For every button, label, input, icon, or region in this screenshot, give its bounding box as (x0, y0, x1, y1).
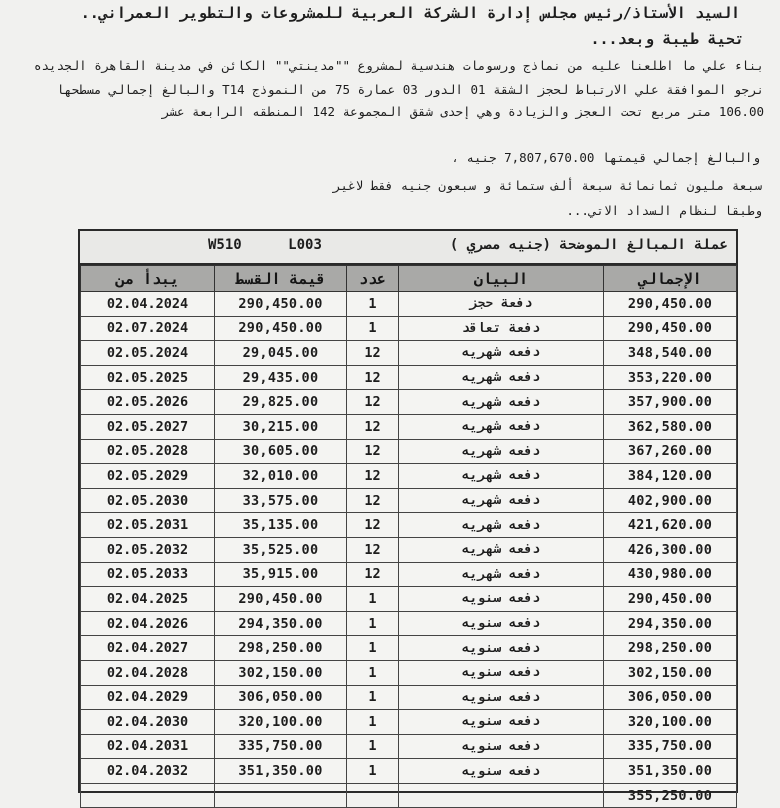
description-cell: دفعة تعاقد (399, 316, 604, 341)
payment-schedule (78, 229, 738, 804)
count-cell: 1 (347, 685, 399, 710)
count-cell: 12 (347, 488, 399, 513)
table-row (81, 783, 737, 808)
count-cell: 12 (347, 537, 399, 562)
total-cell: 384,120.00 (604, 464, 737, 489)
total-cell: 302,150.00 (604, 660, 737, 685)
start-cell: 02.05.2030 (81, 488, 215, 513)
start-cell: 02.05.2028 (81, 439, 215, 464)
amount-cell: 32,010.00 (215, 464, 347, 489)
total-cell: 353,220.00 (604, 365, 737, 390)
count-cell: 12 (347, 513, 399, 538)
count-cell: 12 (347, 464, 399, 489)
table-row (81, 562, 737, 587)
description-cell: دفعه شهريه (399, 341, 604, 366)
total-amount-words: سبعة مليون ثمانمائة سبعة ألف ستمائة و سبعون جنيه فقط لاغير (333, 178, 762, 193)
description-cell: دفعه شهريه (399, 488, 604, 513)
start-cell: 02.05.2029 (81, 464, 215, 489)
count-cell: 1 (347, 759, 399, 784)
table-row (81, 292, 737, 317)
amount-cell: 294,350.00 (215, 611, 347, 636)
total-cell: 320,100.00 (604, 710, 737, 735)
total-cell: 294,350.00 (604, 611, 737, 636)
count-cell: 1 (347, 636, 399, 661)
description-cell: دفعه سنويه (399, 710, 604, 735)
description-cell: دفعه شهريه (399, 537, 604, 562)
total-cell: 402,900.00 (604, 488, 737, 513)
salutation: السيد الأستاذ/رئيس مجلس إدارة الشركة العربية للمشروعات والتطوير العمراني.. (80, 4, 740, 22)
total-cell: 290,450.00 (604, 587, 737, 612)
start-cell: 02.05.2031 (81, 513, 215, 538)
amount-cell: 298,250.00 (215, 636, 347, 661)
currency-band (80, 231, 736, 265)
total-amount-line: والبالغ إجمالي قيمتها 7,807,670.00 جنيه ، (451, 150, 760, 165)
start-cell: 02.04.2025 (81, 587, 215, 612)
description-cell: دفعه سنويه (399, 611, 604, 636)
total-cell: 335,750.00 (604, 734, 737, 759)
count-cell: 1 (347, 316, 399, 341)
header-count: عدد (347, 266, 399, 292)
total-cell: 290,450.00 (604, 316, 737, 341)
table-row (81, 390, 737, 415)
count-cell: 1 (347, 710, 399, 735)
header-description: البيان (399, 266, 604, 292)
amount-cell: 290,450.00 (215, 587, 347, 612)
amount-cell: 290,450.00 (215, 292, 347, 317)
total-cell: 367,260.00 (604, 439, 737, 464)
table-row (81, 710, 737, 735)
start-cell (81, 783, 215, 808)
total-cell: 421,620.00 (604, 513, 737, 538)
total-cell: 351,350.00 (604, 759, 737, 784)
total-cell: 426,300.00 (604, 537, 737, 562)
start-cell: 02.05.2025 (81, 365, 215, 390)
table-row (81, 537, 737, 562)
start-cell: 02.04.2028 (81, 660, 215, 685)
start-cell: 02.04.2030 (81, 710, 215, 735)
count-cell: 12 (347, 414, 399, 439)
amount-cell (215, 783, 347, 808)
count-cell: 1 (347, 587, 399, 612)
amount-cell: 30,215.00 (215, 414, 347, 439)
greeting: تحية طيبة وبعد... (590, 30, 744, 48)
currency-note: عملة المبالغ الموضحة (جنيه مصري ) (449, 237, 728, 253)
description-cell: دفعه شهريه (399, 390, 604, 415)
unit-code-2: L003 (288, 237, 322, 253)
total-cell: 348,540.00 (604, 341, 737, 366)
unit-code-1: W510 (208, 237, 242, 253)
count-cell: 1 (347, 660, 399, 685)
start-cell: 02.05.2026 (81, 390, 215, 415)
description-cell: دفعه شهريه (399, 365, 604, 390)
amount-cell: 30,605.00 (215, 439, 347, 464)
count-cell: 1 (347, 611, 399, 636)
count-cell: 12 (347, 390, 399, 415)
count-cell: 1 (347, 734, 399, 759)
amount-cell: 320,100.00 (215, 710, 347, 735)
start-cell: 02.05.2032 (81, 537, 215, 562)
table-row (81, 587, 737, 612)
body-line-2: نرجو الموافقة علي الارتباط لحجز الشقة 01 الدور 03 عمارة 75 من النموذج T14 والبالغ إجمالي مسطحها (56, 82, 764, 97)
description-cell: دفعة حجز (399, 292, 604, 317)
amount-cell: 335,750.00 (215, 734, 347, 759)
count-cell: 12 (347, 439, 399, 464)
table-row (81, 660, 737, 685)
start-cell: 02.05.2024 (81, 341, 215, 366)
count-cell: 12 (347, 365, 399, 390)
description-cell: دفعه شهريه (399, 562, 604, 587)
description-cell: دفعه سنويه (399, 734, 604, 759)
description-cell: دفعه شهريه (399, 414, 604, 439)
count-cell (347, 783, 399, 808)
table-row (81, 341, 737, 366)
amount-cell: 35,135.00 (215, 513, 347, 538)
payment-table (80, 265, 737, 808)
amount-cell: 33,575.00 (215, 488, 347, 513)
table-row (81, 636, 737, 661)
total-cell: 355,250.00 (604, 783, 737, 808)
table-row (81, 685, 737, 710)
description-cell: دفعه سنويه (399, 636, 604, 661)
body-line-1: بناء علي ما اطلعنا عليه من نماذج ورسومات هندسية لمشروع ""مدينتي"" الكائن في مدينة القاهرة الجديده (34, 58, 764, 73)
start-cell: 02.04.2032 (81, 759, 215, 784)
table-row (81, 365, 737, 390)
payment-rows (81, 292, 737, 808)
payment-plan-intro: وطبقا لنظام السداد الاتي... (566, 203, 762, 218)
amount-cell: 302,150.00 (215, 660, 347, 685)
table-row (81, 513, 737, 538)
amount-cell: 290,450.00 (215, 316, 347, 341)
start-cell: 02.04.2031 (81, 734, 215, 759)
start-cell: 02.04.2029 (81, 685, 215, 710)
amount-cell: 35,915.00 (215, 562, 347, 587)
amount-cell: 306,050.00 (215, 685, 347, 710)
total-cell: 290,450.00 (604, 292, 737, 317)
amount-cell: 35,525.00 (215, 537, 347, 562)
description-cell: دفعه سنويه (399, 685, 604, 710)
description-cell: دفعه شهريه (399, 464, 604, 489)
description-cell: دفعه سنويه (399, 587, 604, 612)
start-cell: 02.04.2026 (81, 611, 215, 636)
table-row (81, 464, 737, 489)
header-installment: قيمة القسط (215, 266, 347, 292)
description-cell (399, 783, 604, 808)
table-row (81, 414, 737, 439)
description-cell: دفعه سنويه (399, 759, 604, 784)
description-cell: دفعه شهريه (399, 439, 604, 464)
amount-cell: 29,825.00 (215, 390, 347, 415)
amount-cell: 351,350.00 (215, 759, 347, 784)
amount-cell: 29,435.00 (215, 365, 347, 390)
count-cell: 12 (347, 562, 399, 587)
table-row (81, 488, 737, 513)
table-row (81, 316, 737, 341)
start-cell: 02.04.2027 (81, 636, 215, 661)
amount-cell: 29,045.00 (215, 341, 347, 366)
count-cell: 1 (347, 292, 399, 317)
body-line-3: 106.00 متر مربع تحت العجز والزيادة وهي إحدى شقق المجموعة 142 المنطقه الرابعة عشر (161, 104, 764, 119)
description-cell: دفعه شهريه (399, 513, 604, 538)
header-row (81, 266, 737, 292)
start-cell: 02.05.2027 (81, 414, 215, 439)
description-cell: دفعه سنويه (399, 660, 604, 685)
total-cell: 306,050.00 (604, 685, 737, 710)
header-start-date: يبدأ من (81, 266, 215, 292)
table-row (81, 439, 737, 464)
table-row (81, 734, 737, 759)
total-cell: 430,980.00 (604, 562, 737, 587)
count-cell: 12 (347, 341, 399, 366)
start-cell: 02.04.2024 (81, 292, 215, 317)
start-cell: 02.07.2024 (81, 316, 215, 341)
start-cell: 02.05.2033 (81, 562, 215, 587)
total-cell: 362,580.00 (604, 414, 737, 439)
total-cell: 357,900.00 (604, 390, 737, 415)
total-cell: 298,250.00 (604, 636, 737, 661)
header-total: الإجمالي (604, 266, 737, 292)
unit-codes (208, 237, 322, 253)
table-row (81, 611, 737, 636)
